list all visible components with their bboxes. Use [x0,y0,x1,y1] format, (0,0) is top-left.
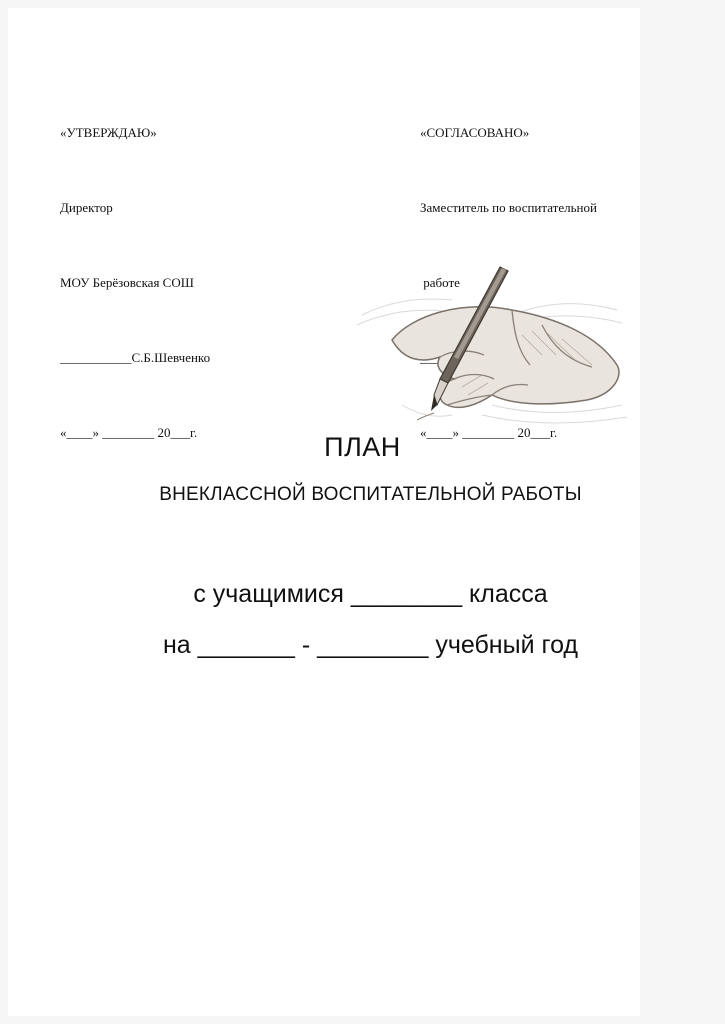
school-name: МОУ Берёзовская СОШ [60,275,194,290]
approval-date-line: «____» ________ 20___г. [60,425,198,440]
hand-writing-with-pen-icon [342,255,632,440]
approval-heading: «УТВЕРЖДАЮ» [60,125,157,140]
document-subtitle: ВНЕКЛАССНОЙ ВОСПИТАТЕЛЬНОЙ РАБОТЫ [159,484,582,505]
class-fill-line: с учащимися ________ класса [193,580,548,608]
agreement-date-line: «____» ________ 20___г. [420,425,558,440]
school-year-fill-line: на _______ - ________ учебный год [162,631,579,659]
agreement-heading: «СОГЛАСОВАНО» [420,125,530,140]
director-position: Директор [60,200,113,215]
deputy-position: Заместитель по воспитательной [420,200,597,215]
approval-block [60,70,210,470]
document-title: ПЛАН [324,432,401,462]
deputy-position-continued: работе [420,275,460,290]
director-signature-line: ___________С.Б.Шевченко [60,350,211,365]
